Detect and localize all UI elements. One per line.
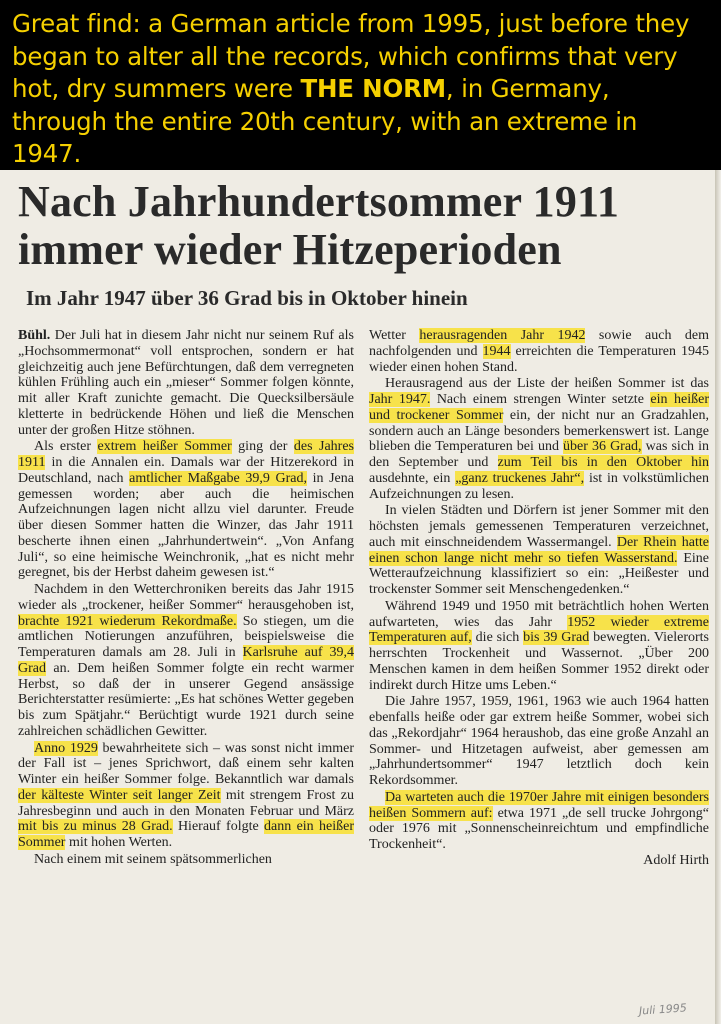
right-p3-b: Eine Wetteraufzeichnung klassifiziert so ein: „Heißester und trockenster Sommer seit Menschengedenken.“ bbox=[369, 550, 709, 597]
dateline: Bühl. bbox=[18, 328, 51, 343]
right-p6-a: etwa 1971 „de sell trucke Johrgong“ oder 1976 mit „Sonnenscheinreichtum und empfindliche Trockenheit“. bbox=[369, 805, 709, 852]
caption-banner bbox=[0, 0, 721, 170]
right-paragraph-4 bbox=[369, 599, 709, 694]
article-headline bbox=[18, 178, 718, 274]
left-p4-b: mit strengem Frost zu Jahresbeginn und auch in den Monaten Februar und März bbox=[18, 787, 354, 819]
caption-part2: , in Germany, through the entire 20th century, with an extreme in 1947. bbox=[12, 74, 638, 168]
highlight: Da warteten auch die 1970er Jahre mit einigen besonders heißen Sommern auf: bbox=[369, 789, 709, 821]
caption-text bbox=[0, 0, 721, 171]
clipping-edge-shadow bbox=[715, 170, 721, 1024]
caption-emphasis: THE NORM bbox=[300, 74, 446, 103]
highlight: Anno 1929 bbox=[34, 740, 98, 756]
highlight: mit bis zu minus 28 Grad. bbox=[18, 819, 173, 835]
left-paragraph-2 bbox=[18, 439, 354, 581]
highlight: der kälteste Winter seit langer Zeit bbox=[18, 787, 221, 803]
left-p2-b: ging der bbox=[231, 439, 294, 455]
right-paragraph-6 bbox=[369, 790, 709, 869]
right-p4-a: Während 1949 und 1950 mit beträchtlich hohen Werten aufwarteten, wies das Jahr bbox=[369, 598, 709, 630]
right-p2-b: Nach einem strengen Winter setzte bbox=[430, 392, 651, 407]
newspaper-clipping bbox=[0, 170, 721, 1024]
highlight: herausragenden Jahr 1942 bbox=[419, 328, 586, 343]
right-p2-d: was sich in den September und bbox=[369, 439, 709, 470]
left-p2-d: in Jena gemessen worden; aber auch die heimischen Aufzeichnungen lagen nicht allzu viel darunter. Freude über diesen Sommer hatten die Winzer, das Jahr 1911 bescherte ihnen einen „Jahrhundertwein“. „Von Anfang Juli“, so eine heimische Weinchronik, „hat es nicht mehr geregnet, bis der Herbst daheim gewesen ist.“ bbox=[18, 470, 354, 581]
right-p4-c: bewegten. Vielerorts herrschten Trockenheit und Wassernot. „Über 200 Menschen kamen in dem heißen Sommer 1952 direkt oder indirekt durch Hitze ums Leben.“ bbox=[369, 630, 709, 693]
left-paragraph-5: Nach einem mit seinem spätsommerlichen bbox=[34, 851, 272, 867]
highlight: „ganz truckenes Jahr“, bbox=[455, 470, 585, 486]
article-column-left bbox=[18, 328, 354, 868]
headline-line-1: Nach Jahrhundertsommer 1911 bbox=[18, 177, 620, 226]
highlight: des Jahres 1911 bbox=[18, 439, 355, 470]
highlight: ein heißer und trockener Sommer bbox=[369, 392, 709, 423]
article-author: Adolf Hirth bbox=[643, 852, 709, 868]
left-p4-c: Hierauf folgte bbox=[172, 819, 265, 835]
right-p1-a: Wetter bbox=[369, 328, 420, 343]
left-p2-a: Als erster bbox=[34, 439, 98, 455]
highlight: 1952 wieder extreme Temperaturen auf, bbox=[369, 614, 709, 646]
highlight: Jahr 1947. bbox=[369, 392, 431, 407]
right-p2-a: Herausragend aus der Liste der heißen Sommer ist das bbox=[385, 376, 709, 392]
highlight: 1944 bbox=[482, 343, 511, 359]
right-paragraph-5: Die Jahre 1957, 1959, 1961, 1963 wie auch 1964 hatten ebenfalls heiße oder gar extrem heiße Sommer, wobei sich das „Rekordjahr“ 1964 heraushob, das eine große Anzahl an Sommer- und Hitzetagen aufweist, aber gemessen am „Jahrhundertsommer“ 1947 letztlich doch kein Rekordsommer. bbox=[369, 694, 709, 788]
left-paragraph-3 bbox=[18, 582, 354, 740]
highlight: zum Teil bis in den Oktober hin bbox=[497, 455, 709, 470]
article-subheadline: Im Jahr 1947 über 36 Grad bis in Oktober hinein bbox=[26, 286, 468, 310]
left-p3-b: So stiegen, um die amtlichen Notierungen anzuführen, beispielsweise die Temperaturen damals am 28. Juli in bbox=[18, 613, 354, 660]
handwritten-date-note: Juli 1995 bbox=[638, 1001, 688, 1018]
right-p4-b: die sich bbox=[471, 630, 524, 646]
right-paragraph-3 bbox=[369, 503, 709, 598]
right-p1-b: sowie auch dem nachfolgenden und bbox=[369, 328, 709, 359]
highlight: Der Rhein hatte einen schon lange nicht mehr so tiefen Wasserstand. bbox=[369, 534, 709, 566]
highlight: dann ein heißer Sommer bbox=[18, 819, 354, 850]
right-p2-f: ist in volkstümlichen Aufzeichnungen zu lesen. bbox=[369, 470, 709, 502]
right-paragraph-2 bbox=[369, 376, 709, 502]
caption-part1: Great find: a German article from 1995, just before they began to alter all the records, which confirms that very hot, dry summers were bbox=[12, 9, 690, 103]
highlight: brachte 1921 wiederum Rekordmaße. bbox=[18, 613, 237, 629]
right-p2-e: ausdehnte, ein bbox=[369, 470, 456, 486]
left-p4-a: bewahrheitete sich – was sonst nicht immer der Fall ist – jenes Sprichwort, daß einem sehr kalten Winter ein heißer Sommer folge. Bekanntlich war damals bbox=[18, 740, 354, 787]
right-p2-c: ein, der nicht nur an Gradzahlen, sondern auch an Länge besonders bemerkenswert ist. Lange blieben die Temperaturen bei und bbox=[369, 407, 710, 455]
right-p1-c: erreichten die Temperaturen 1945 wieder einen hohen Stand. bbox=[369, 343, 709, 375]
article-column-right bbox=[369, 328, 709, 869]
left-p3-c: an. Dem heißen Sommer folgte ein recht warmer Herbst, so daß der in unserer Gegend ansässige Berichterstatter resümierte: „Es hat schönes Wetter gegeben bis zum Spätjahr.“ Berüchtigt wurde 1921 durch seine zahlreichen schädlichen Gewitter. bbox=[18, 660, 354, 739]
highlight: extrem heißer Sommer bbox=[97, 439, 232, 455]
headline-line-2: immer wieder Hitzeperioden bbox=[18, 225, 562, 274]
left-p1-text: Der Juli hat in diesem Jahr nicht nur seinem Ruf als „Hochsommermonat“ voll entsprochen, sondern er hat gleichzeitig auch jene Befürchtungen, daß dem verregneten kühlen Frühling auch ein „mieser“ Sommer folgen könnte, mit aller Kraft zunichte gemacht. Die Quecksilbersäule kletterte in bedrückende Höhen und ließ die Menschen unter der großen Hitze stöhnen. bbox=[18, 328, 354, 438]
highlight: Karlsruhe auf 39,4 Grad bbox=[18, 645, 354, 676]
left-paragraph-1 bbox=[18, 328, 354, 438]
left-p3-a: Nachdem in den Wetterchroniken bereits das Jahr 1915 wieder als „trockener, heißer Sommer“ herausgehoben ist, bbox=[18, 582, 354, 613]
left-paragraph-4 bbox=[18, 741, 354, 851]
left-p2-c: in die Annalen ein. Damals war der Hitzerekord in Deutschland, nach bbox=[18, 455, 354, 486]
left-p4-d: mit hohen Werten. bbox=[65, 835, 173, 850]
highlight: bis 39 Grad bbox=[523, 630, 590, 646]
highlight: über 36 Grad, bbox=[563, 439, 642, 455]
right-p3-a: In vielen Städten und Dörfern ist jener Sommer mit den höchsten jemals gemessenen Temperaturen verzeichnet, auch mit einschneidendem Wassermangel. bbox=[369, 503, 709, 550]
highlight: amtlicher Maßgabe 39,9 Grad, bbox=[129, 470, 307, 486]
right-paragraph-1 bbox=[369, 328, 709, 375]
